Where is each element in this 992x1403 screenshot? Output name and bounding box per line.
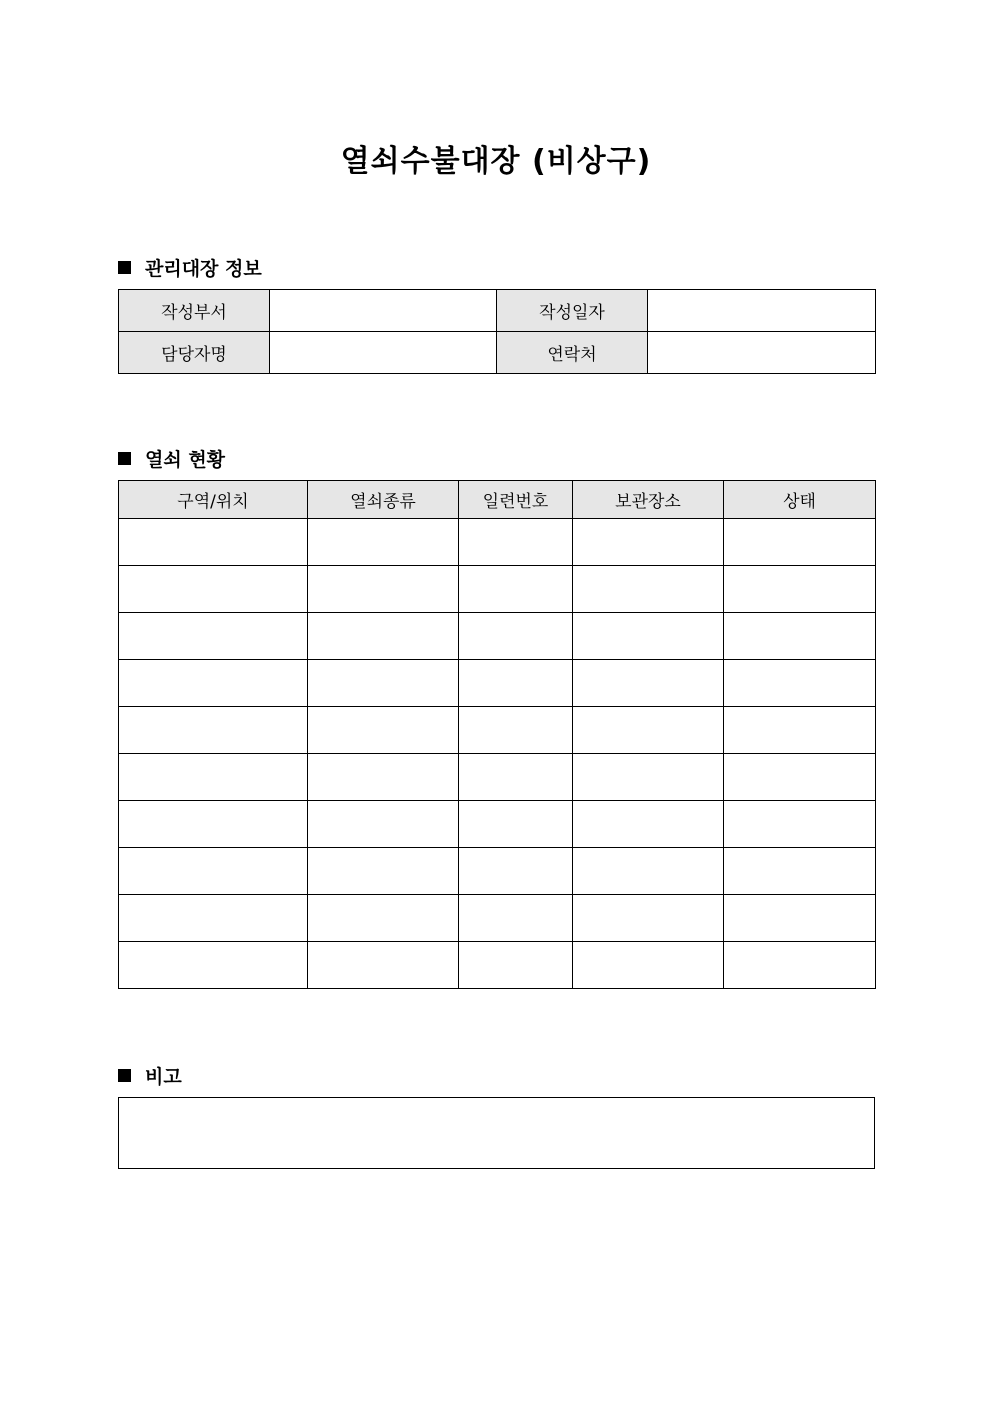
keys-table	[118, 480, 876, 989]
section-label: 열쇠 현황	[145, 449, 226, 471]
status-cell[interactable]	[724, 801, 876, 848]
date-field[interactable]	[648, 290, 876, 332]
section-label: 관리대장 정보	[145, 258, 262, 280]
info-table	[118, 289, 876, 374]
storage-cell[interactable]	[573, 519, 724, 566]
storage-cell[interactable]	[573, 895, 724, 942]
header-status: 상태	[724, 481, 876, 519]
dept-field[interactable]	[270, 290, 497, 332]
location-cell[interactable]	[119, 801, 308, 848]
storage-cell[interactable]	[573, 848, 724, 895]
key-type-cell[interactable]	[308, 519, 459, 566]
storage-cell[interactable]	[573, 566, 724, 613]
key-type-cell[interactable]	[308, 895, 459, 942]
location-cell[interactable]	[119, 942, 308, 989]
table-row	[119, 801, 876, 848]
key-type-cell[interactable]	[308, 613, 459, 660]
location-cell[interactable]	[119, 754, 308, 801]
manager-label: 담당자명	[119, 332, 270, 374]
key-type-cell[interactable]	[308, 754, 459, 801]
header-storage: 보관장소	[573, 481, 724, 519]
section-header-notes	[118, 1062, 182, 1089]
dept-label: 작성부서	[119, 290, 270, 332]
header-key-type: 열쇠종류	[308, 481, 459, 519]
status-cell[interactable]	[724, 566, 876, 613]
square-bullet-icon	[118, 1069, 131, 1082]
status-cell[interactable]	[724, 848, 876, 895]
table-row	[119, 942, 876, 989]
status-cell[interactable]	[724, 754, 876, 801]
date-label: 작성일자	[497, 290, 648, 332]
serial-cell[interactable]	[459, 707, 573, 754]
key-type-cell[interactable]	[308, 566, 459, 613]
location-cell[interactable]	[119, 895, 308, 942]
contact-label: 연락처	[497, 332, 648, 374]
table-row	[119, 707, 876, 754]
storage-cell[interactable]	[573, 754, 724, 801]
section-header-info	[118, 254, 262, 281]
location-cell[interactable]	[119, 848, 308, 895]
storage-cell[interactable]	[573, 942, 724, 989]
serial-cell[interactable]	[459, 754, 573, 801]
keys-header-row	[119, 481, 876, 519]
serial-cell[interactable]	[459, 942, 573, 989]
storage-cell[interactable]	[573, 801, 724, 848]
table-row	[119, 848, 876, 895]
page-title: 열쇠수불대장 (비상구)	[340, 144, 652, 179]
keys-table-body	[119, 519, 876, 989]
serial-cell[interactable]	[459, 519, 573, 566]
status-cell[interactable]	[724, 613, 876, 660]
notes-field[interactable]	[118, 1097, 875, 1169]
key-type-cell[interactable]	[308, 942, 459, 989]
serial-cell[interactable]	[459, 895, 573, 942]
location-cell[interactable]	[119, 660, 308, 707]
serial-cell[interactable]	[459, 660, 573, 707]
section-label: 비고	[145, 1066, 182, 1088]
status-cell[interactable]	[724, 660, 876, 707]
location-cell[interactable]	[119, 707, 308, 754]
info-row	[119, 290, 876, 332]
table-row	[119, 754, 876, 801]
status-cell[interactable]	[724, 519, 876, 566]
status-cell[interactable]	[724, 707, 876, 754]
location-cell[interactable]	[119, 566, 308, 613]
table-row	[119, 566, 876, 613]
storage-cell[interactable]	[573, 707, 724, 754]
table-row	[119, 613, 876, 660]
key-type-cell[interactable]	[308, 707, 459, 754]
key-type-cell[interactable]	[308, 660, 459, 707]
serial-cell[interactable]	[459, 613, 573, 660]
table-row	[119, 660, 876, 707]
header-serial: 일련번호	[459, 481, 573, 519]
storage-cell[interactable]	[573, 613, 724, 660]
location-cell[interactable]	[119, 613, 308, 660]
table-row	[119, 895, 876, 942]
table-row	[119, 519, 876, 566]
key-type-cell[interactable]	[308, 801, 459, 848]
storage-cell[interactable]	[573, 660, 724, 707]
serial-cell[interactable]	[459, 566, 573, 613]
location-cell[interactable]	[119, 519, 308, 566]
serial-cell[interactable]	[459, 801, 573, 848]
square-bullet-icon	[118, 261, 131, 274]
manager-field[interactable]	[270, 332, 497, 374]
square-bullet-icon	[118, 452, 131, 465]
status-cell[interactable]	[724, 942, 876, 989]
key-type-cell[interactable]	[308, 848, 459, 895]
serial-cell[interactable]	[459, 848, 573, 895]
info-row	[119, 332, 876, 374]
contact-field[interactable]	[648, 332, 876, 374]
header-location: 구역/위치	[119, 481, 308, 519]
status-cell[interactable]	[724, 895, 876, 942]
section-header-keys	[118, 445, 225, 472]
